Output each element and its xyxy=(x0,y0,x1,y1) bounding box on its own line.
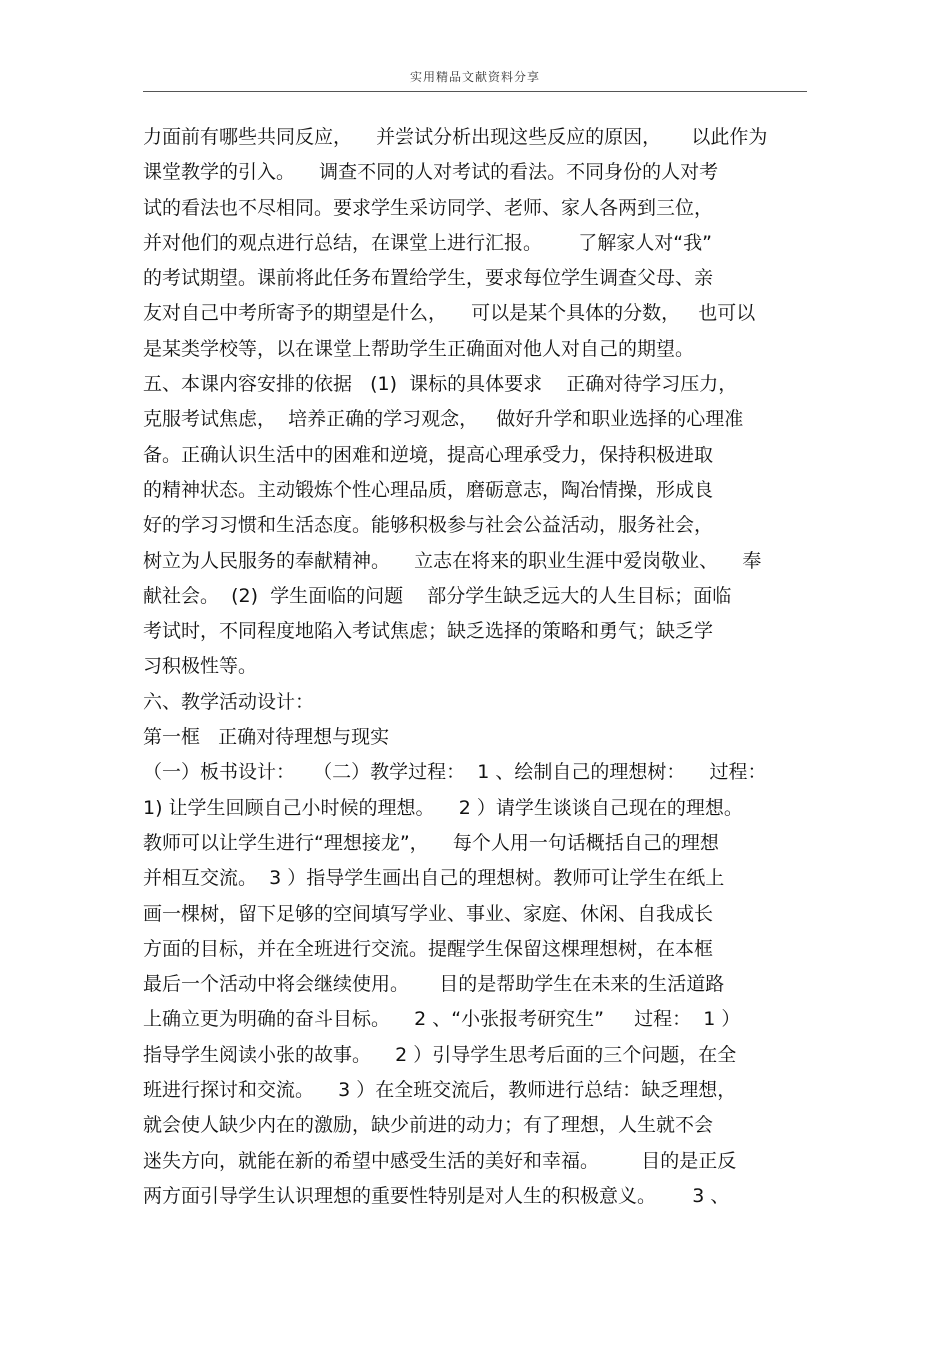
text-line: 最后一个活动中将会继续使用。 目的是帮助学生在未来的生活道路 xyxy=(143,973,725,996)
text-line: 方面的目标，并在全班进行交流。提醒学生保留这棵理想树，在本框 xyxy=(143,937,714,960)
subsection-heading: 第一框 正确对待理想与现实 xyxy=(143,726,390,749)
text-line: 备。正确认识生活中的困难和逆境，提高心理承受力，保持积极进取 xyxy=(143,443,714,466)
text-line: 并对他们的观点进行总结，在课堂上进行汇报。 了解家人对“我” xyxy=(143,231,712,254)
text-line: 就会使人缺少内在的激励，缺少前进的动力；有了理想，人生就不会 xyxy=(143,1114,714,1137)
text-line: 树立为人民服务的奉献精神。 立志在将来的职业生涯中爱岗敬业、 奉 xyxy=(143,549,762,572)
text-line: 迷失方向，就能在新的希望中感受生活的美好和幸福。 目的是正反 xyxy=(143,1149,737,1172)
text-line: 献社会。 (2) 学生面临的问题 部分学生缺乏远大的人生目标；面临 xyxy=(143,584,732,607)
text-line: （一）板书设计： （二）教学过程： 1 、绘制自己的理想树： 过程： xyxy=(143,761,767,784)
text-line: 上确立更为明确的奋斗目标。 2 、“小张报考研究生” 过程： 1 ） xyxy=(143,1008,741,1031)
text-line: 教师可以让学生进行“理想接龙”， 每个人用一句话概括自己的理想 xyxy=(143,831,719,854)
document-body xyxy=(143,120,807,1214)
text-line: 友对自己中考所寄予的期望是什么， 可以是某个具体的分数， 也可以 xyxy=(143,302,756,325)
header-title: 实用精品文献资料分享 xyxy=(409,70,540,84)
text-line: 课堂教学的引入。 调查不同的人对考试的看法。不同身份的人对考 xyxy=(143,161,719,184)
text-line: 画一棵树，留下足够的空间填写学业、事业、家庭、休闲、自我成长 xyxy=(143,902,714,925)
text-line: 力面前有哪些共同反应， 并尝试分析出现这些反应的原因， 以此作为 xyxy=(143,126,768,148)
text-line: 好的学习习惯和生活态度。能够积极参与社会公益活动，服务社会， xyxy=(143,514,714,537)
text-line: 习积极性等。 xyxy=(143,655,258,678)
text-line: 指导学生阅读小张的故事。 2 ）引导学生思考后面的三个问题，在全 xyxy=(143,1043,737,1066)
text-line: 的考试期望。课前将此任务布置给学生，要求每位学生调查父母、亲 xyxy=(143,267,714,290)
text-line: 试的看法也不尽相同。要求学生采访同学、老师、家人各两到三位， xyxy=(143,196,714,219)
text-line: 克服考试焦虑， 培养正确的学习观念， 做好升学和职业选择的心理准 xyxy=(143,408,744,431)
text-line: 并相互交流。 3 ）指导学生画出自己的理想树。教师可让学生在纸上 xyxy=(143,867,725,890)
text-line: 考试时，不同程度地陷入考试焦虑；缺乏选择的策略和勇气；缺乏学 xyxy=(143,620,714,643)
section-heading-line: 五、本课内容安排的依据 (1) 课标的具体要求 正确对待学习压力， xyxy=(143,373,738,396)
section-heading: 六、教学活动设计： xyxy=(143,690,315,713)
header-divider xyxy=(143,91,807,92)
page-header xyxy=(143,0,807,92)
text-line: 1) 让学生回顾自己小时候的理想。 2 ）请学生谈谈自己现在的理想。 xyxy=(143,796,743,819)
text-line: 班进行探讨和交流。 3 ）在全班交流后，教师进行总结：缺乏理想， xyxy=(143,1079,737,1102)
text-line: 的精神状态。主动锻炼个性心理品质，磨砺意志，陶冶情操，形成良 xyxy=(143,478,714,501)
text-line: 是某类学校等，以在课堂上帮助学生正确面对他人对自己的期望。 xyxy=(143,337,695,360)
text-line: 两方面引导学生认识理想的重要性特别是对人生的积极意义。 3 、 xyxy=(143,1184,730,1207)
